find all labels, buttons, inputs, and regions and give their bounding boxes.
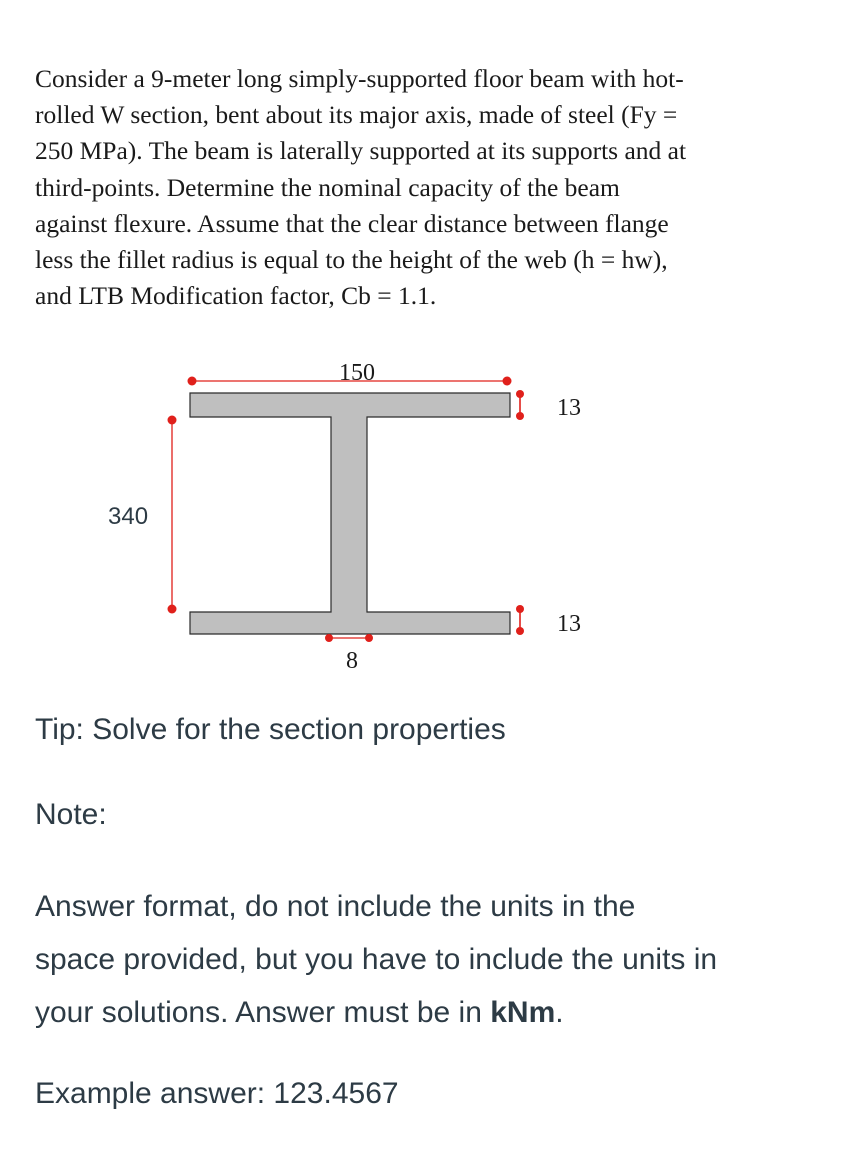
problem-statement: [35, 61, 825, 314]
web-thickness-label: 8: [346, 648, 358, 674]
answer-format-line: [35, 986, 845, 1039]
answer-unit: kNm: [490, 996, 556, 1029]
depth-dimension: [168, 416, 177, 614]
problem-line: less the fillet radius is equal to the height of the web (h = hw),: [35, 245, 668, 275]
i-beam-section: [190, 393, 510, 634]
answer-format-suffix: .: [555, 996, 564, 1029]
answer-format-text: [35, 880, 845, 1039]
bottom-flange-thickness-dimension: [516, 605, 524, 635]
problem-line: and LTB Modification factor, Cb = 1.1.: [35, 281, 437, 311]
answer-format-line: Answer format, do not include the units in the: [35, 890, 636, 923]
problem-line: Consider a 9-meter long simply-supported floor beam with hot-: [35, 64, 684, 93]
problem-line: third-points. Determine the nominal capacity of the beam: [35, 172, 620, 202]
w-section-diagram: [0, 340, 859, 690]
depth-label: 340: [108, 503, 149, 530]
example-answer: Example answer: 123.4567: [35, 1077, 399, 1110]
note-label: Note:: [35, 798, 107, 831]
problem-line: rolled W section, bent about its major axis, made of steel (Fy =: [35, 100, 678, 130]
top-flange-thickness-label: 13: [557, 395, 581, 421]
top-flange-thickness-dimension: [516, 390, 524, 420]
web-thickness-dimension: [325, 634, 373, 642]
answer-format-line: space provided, but you have to include the units in: [35, 943, 718, 976]
tip-text: Tip: Solve for the section properties: [35, 713, 506, 746]
bottom-flange-thickness-label: 13: [557, 611, 581, 637]
answer-format-prefix: your solutions. Answer must be in: [35, 996, 491, 1029]
flange-width-label: 150: [339, 360, 375, 386]
problem-line: 250 MPa). The beam is laterally supported at its supports and at: [35, 136, 687, 166]
problem-line: against flexure. Assume that the clear distance between flange: [35, 208, 669, 238]
